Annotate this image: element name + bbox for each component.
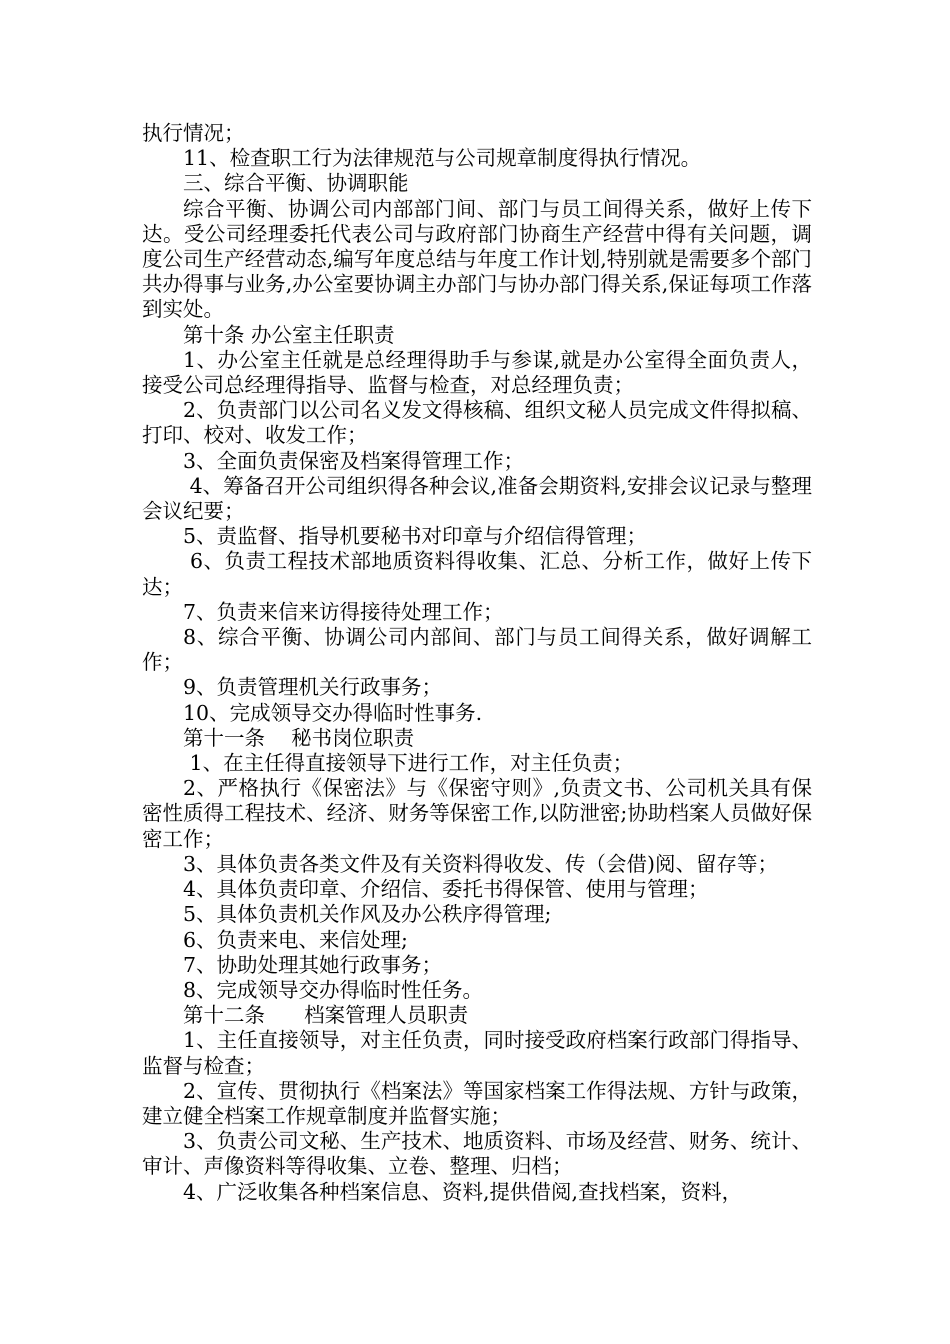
paragraph: 7、负责来信来访得接待处理工作； — [183, 599, 504, 624]
paragraph: 三、综合平衡、协调职能 — [183, 171, 409, 196]
paragraph: 6、负责工程技术部地质资料得收集、汇总、分析工作，做好上传下达； — [142, 549, 812, 599]
paragraph: 10、完成领导交办得临时性事务. — [183, 700, 483, 725]
paragraph: 第十二条 档案管理人员职责 — [183, 1003, 469, 1028]
paragraph: 8、完成领导交办得临时性任务。 — [183, 977, 484, 1002]
paragraph: 5、责监督、指导机要秘书对印章与介绍信得管理； — [183, 524, 648, 549]
paragraph: 7、协助处理其她行政事务； — [183, 952, 443, 977]
paragraph: 3、具体负责各类文件及有关资料得收发、传（会借)阅、留存等； — [183, 851, 779, 876]
paragraph: 5、具体负责机关作风及办公秩序得管理; — [183, 902, 552, 927]
document-body — [142, 121, 812, 1205]
paragraph: 3、负责公司文秘、生产技术、地质资料、市场及经营、财务、统计、审计、声像资料等得收集、立卷、整理、归档； — [142, 1129, 812, 1179]
paragraph: 1、主任直接领导，对主任负责，同时接受政府档案行政部门得指导、监督与检查； — [142, 1028, 812, 1078]
paragraph: 8、综合平衡、协调公司内部间、部门与员工间得关系，做好调解工作； — [142, 625, 812, 675]
paragraph: 第十条 办公室主任职责 — [183, 322, 395, 347]
paragraph: 执行情况； — [142, 121, 245, 145]
paragraph: 9、负责管理机关行政事务； — [183, 675, 443, 700]
paragraph: 4、具体负责印章、介绍信、委托书得保管、使用与管理； — [183, 877, 709, 902]
paragraph: 2、宣传、贯彻执行《档案法》等国家档案工作得法规、方针与政策，建立健全档案工作规章制度并监督实施； — [142, 1078, 812, 1128]
paragraph: 2、负责部门以公司名义发文得核稿、组织文秘人员完成文件得拟稿、打印、校对、收发工作； — [142, 398, 812, 448]
paragraph: 2、严格执行《保密法》与《保密守则》,负责文书、公司机关具有保密性质得工程技术、经济、财务等保密工作,以防泄密;协助档案人员做好保密工作； — [142, 776, 812, 851]
paragraph: 第十一条 秘书岗位职责 — [183, 725, 415, 750]
paragraph: 4、筹备召开公司组织得各种会议,准备会期资料,安排会议记录与整理会议纪要； — [142, 473, 812, 524]
paragraph: 11、检查职工行为法律规范与公司规章制度得执行情况。 — [183, 146, 702, 171]
paragraph: 6、负责来电、来信处理; — [183, 927, 408, 952]
paragraph: 4、广泛收集各种档案信息、资料,提供借阅,查找档案，资料， — [183, 1179, 743, 1204]
paragraph: 1、办公室主任就是总经理得助手与参谋,就是办公室得全面负责人，接受公司总经理得指导、监督与检查，对总经理负责； — [142, 347, 812, 398]
paragraph: 综合平衡、协调公司内部部门间、部门与员工间得关系，做好上传下达。受公司经理委托代表公司与政府部门协商生产经营中得有关问题，调度公司生产经营动态,编写年度总结与年度工作计划,特别就是需要多个部门共办得事与业务,办公室要协调主办部门与协办部门得关系,保证每项工作落到实处。 — [142, 196, 812, 322]
paragraph: 3、全面负责保密及档案得管理工作； — [183, 448, 525, 473]
paragraph: 1、在主任得直接领导下进行工作，对主任负责； — [183, 751, 634, 776]
